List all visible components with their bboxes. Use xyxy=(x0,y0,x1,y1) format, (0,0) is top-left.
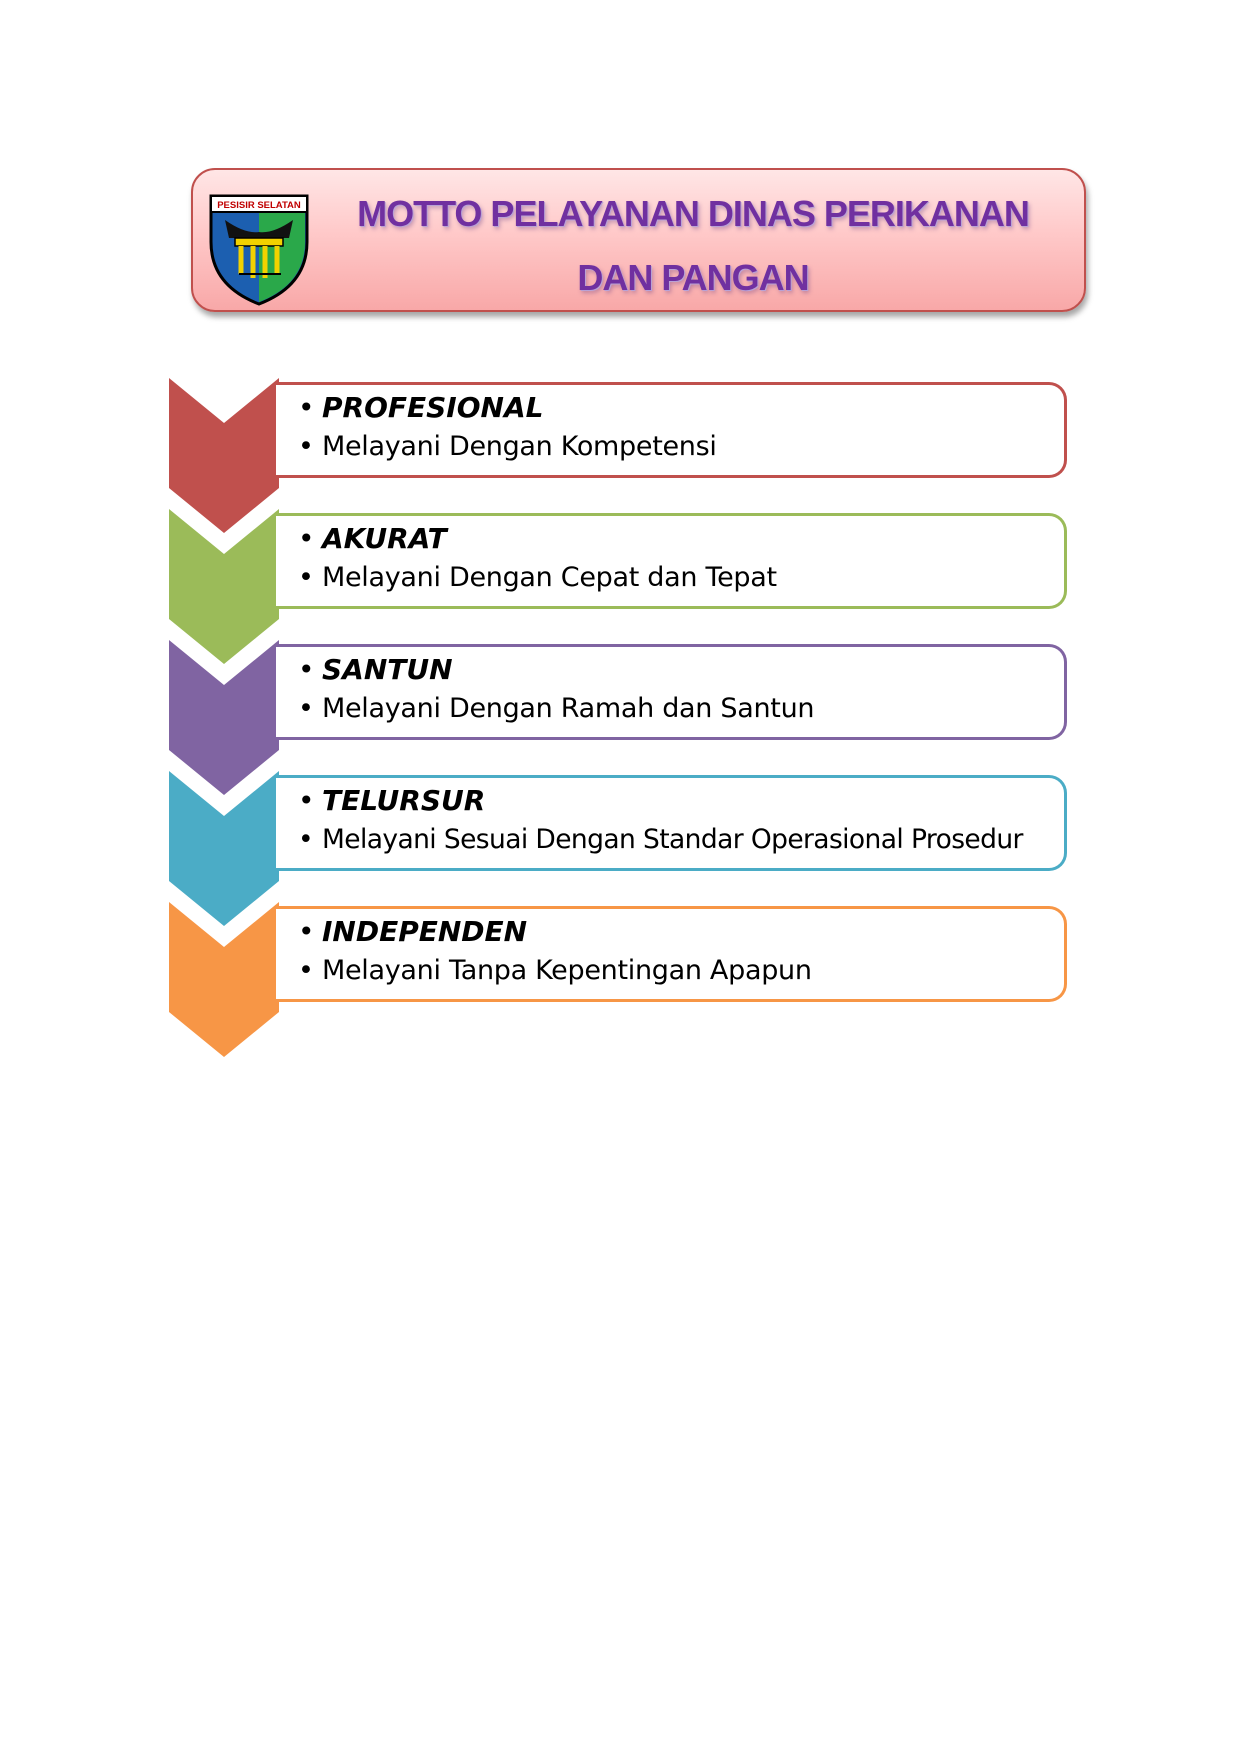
motto-box xyxy=(276,906,1067,1002)
banner-title-line-1: MOTTO PELAYANAN DINAS PERIKANAN xyxy=(357,193,1029,234)
chevron-letter: S xyxy=(45,700,65,735)
motto-title: TELURSUR xyxy=(322,784,486,817)
bullet-icon: • xyxy=(298,784,315,817)
motto-title: AKURAT xyxy=(322,522,447,555)
motto-box xyxy=(276,775,1067,871)
bullet-icon: • xyxy=(298,955,314,986)
chevron-letter: A xyxy=(44,569,66,604)
bullet-icon: • xyxy=(298,391,315,424)
motto-desc-line xyxy=(298,693,814,724)
bullet-icon: • xyxy=(298,824,314,855)
chevron-letter: T xyxy=(45,831,65,866)
motto-row-akurat xyxy=(0,509,1241,649)
motto-row-telursur xyxy=(0,771,1241,911)
motto-title-line xyxy=(298,915,527,948)
motto-desc-line xyxy=(298,955,812,986)
motto-description: Melayani Dengan Cepat dan Tepat xyxy=(322,562,777,593)
motto-desc-line xyxy=(298,824,1023,855)
bullet-icon: • xyxy=(298,653,315,686)
motto-title: PROFESIONAL xyxy=(322,391,544,424)
motto-title-line xyxy=(298,391,543,424)
bullet-icon: • xyxy=(298,915,315,948)
motto-box xyxy=(276,644,1067,740)
motto-row-santun xyxy=(0,640,1241,780)
motto-description: Melayani Sesuai Dengan Standar Operasional Prosedur xyxy=(322,824,1023,855)
motto-description: Melayani Dengan Ramah dan Santun xyxy=(322,693,815,724)
chevron-letter: P xyxy=(45,438,65,473)
banner-title xyxy=(323,182,1063,310)
motto-title-line xyxy=(298,784,485,817)
motto-title: INDEPENDEN xyxy=(322,915,528,948)
motto-desc-line xyxy=(298,562,777,593)
motto-description: Melayani Tanpa Kepentingan Apapun xyxy=(322,955,812,986)
emblem-label: PESISIR SELATAN xyxy=(217,200,301,211)
motto-row-profesional xyxy=(0,378,1241,518)
banner-title-line-2: DAN PANGAN xyxy=(577,257,809,298)
motto-box xyxy=(276,382,1067,478)
chevron-shape xyxy=(169,902,279,1057)
motto-title-line xyxy=(298,653,453,686)
motto-row-independen xyxy=(0,902,1241,1042)
motto-description: Melayani Dengan Kompetensi xyxy=(322,431,717,462)
pesisir-selatan-emblem-icon xyxy=(205,190,313,306)
title-banner xyxy=(191,168,1086,312)
bullet-icon: • xyxy=(298,431,314,462)
bullet-icon: • xyxy=(298,693,314,724)
chevron-letter: I xyxy=(50,962,60,997)
motto-title: SANTUN xyxy=(322,653,453,686)
chevron-fill xyxy=(169,902,279,1057)
bullet-icon: • xyxy=(298,522,315,555)
motto-title-line xyxy=(298,522,447,555)
bullet-icon: • xyxy=(298,562,314,593)
motto-desc-line xyxy=(298,431,717,462)
motto-box xyxy=(276,513,1067,609)
